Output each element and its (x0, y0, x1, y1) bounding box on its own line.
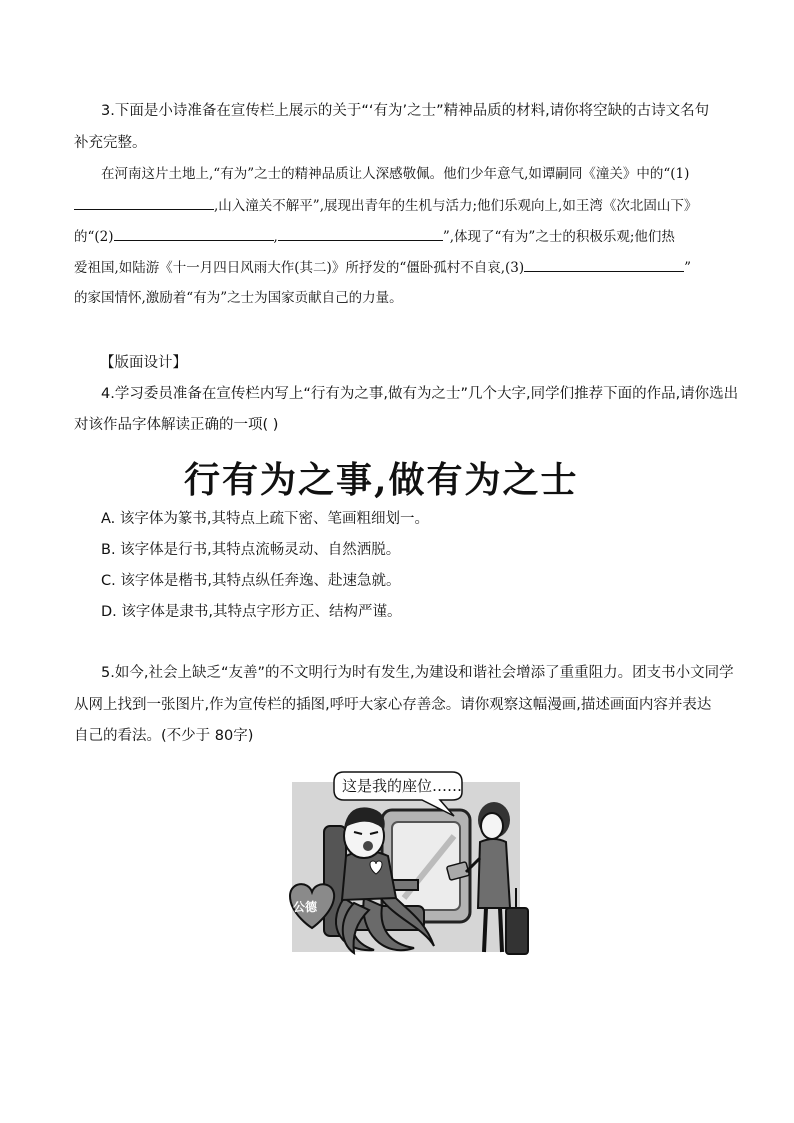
q3-text-4a: 爱祖国,如陆游《十一月四日风雨大作(其二)》所抒发的“僵卧孤村不自哀,(3) (74, 260, 525, 276)
answer-blank-3[interactable] (524, 257, 684, 272)
woman-head (481, 813, 503, 839)
q3-paragraph-line5: 的家国情怀,激励着“有为”之士为国家贡献自己的力量。 (74, 290, 403, 306)
option-c[interactable]: C. 该字体是楷书,其特点纵任奔逸、赴速急就。 (101, 573, 401, 589)
q4-prompt-line1: 4.学习委员准备在宣传栏内写上“行有为之事,做有为之士”几个大字,同学们推荐下面的作品,请你选出 (101, 386, 739, 402)
q3-text-2: ,山入潼关不解平”,展现出青年的生机与活力;他们乐观向上,如王湾《次北固山下》 (214, 198, 698, 214)
q3-text-3c: ”,体现了“有为”之士的积极乐观;他们热 (442, 229, 675, 245)
speech-text: 这是我的座位…… (342, 777, 463, 795)
q3-text-3a: 的“(2) (74, 229, 114, 245)
q3-text-3b: , (273, 229, 278, 245)
option-d[interactable]: D. 该字体是隶书,其特点字形方正、结构严谨。 (101, 604, 402, 620)
q3-paragraph-line4 (74, 257, 691, 278)
q5-line1: 5.如今,社会上缺乏“友善”的不文明行为时有发生,为建设和谐社会增添了重重阻力。团支书小文同学 (101, 665, 734, 681)
woman-leg-right (500, 908, 502, 952)
q4-prompt-line2: 对该作品字体解读正确的一项( ) (74, 417, 279, 433)
answer-blank-2b[interactable] (278, 226, 443, 241)
q3-paragraph-line2 (74, 195, 697, 216)
suitcase (506, 908, 528, 954)
q3-paragraph-line1: 在河南这片土地上,“有为”之士的精神品质让人深感敬佩。他们少年意气,如谭嗣同《潼关》中的“(1) (101, 166, 690, 182)
man-blush (363, 841, 373, 851)
woman-body (478, 839, 510, 908)
q3-text-4b: ” (684, 260, 692, 276)
answer-blank-2a[interactable] (114, 226, 274, 241)
woman-leg-left (484, 908, 486, 952)
q5-line2: 从网上找到一张图片,作为宣传栏的插图,呼吁大家心存善念。请你观察这幅漫画,描述画面内容并表达 (74, 697, 712, 713)
option-a[interactable]: A. 该字体为篆书,其特点上疏下密、笔画粗细划一。 (101, 511, 429, 527)
q3-prompt-line1: 3.下面是小诗准备在宣传栏上展示的关于“‘有为’之士”精神品质的材料,请你将空缺的古诗文名句 (101, 103, 710, 119)
section-title: 【版面设计】 (100, 355, 187, 371)
calligraphy-artwork: 行有为之事,做有为之士 (184, 459, 579, 501)
option-b[interactable]: B. 该字体是行书,其特点流畅灵动、自然洒脱。 (101, 542, 401, 558)
cartoon-svg (284, 768, 544, 963)
q5-line3: 自己的看法。(不少于 80字) (74, 728, 254, 744)
answer-blank-1[interactable] (74, 195, 214, 210)
q3-paragraph-line3 (74, 226, 675, 247)
cartoon-illustration (284, 768, 544, 963)
heart-label: 公德 (293, 900, 318, 914)
q3-prompt-line2: 补充完整。 (74, 135, 147, 151)
